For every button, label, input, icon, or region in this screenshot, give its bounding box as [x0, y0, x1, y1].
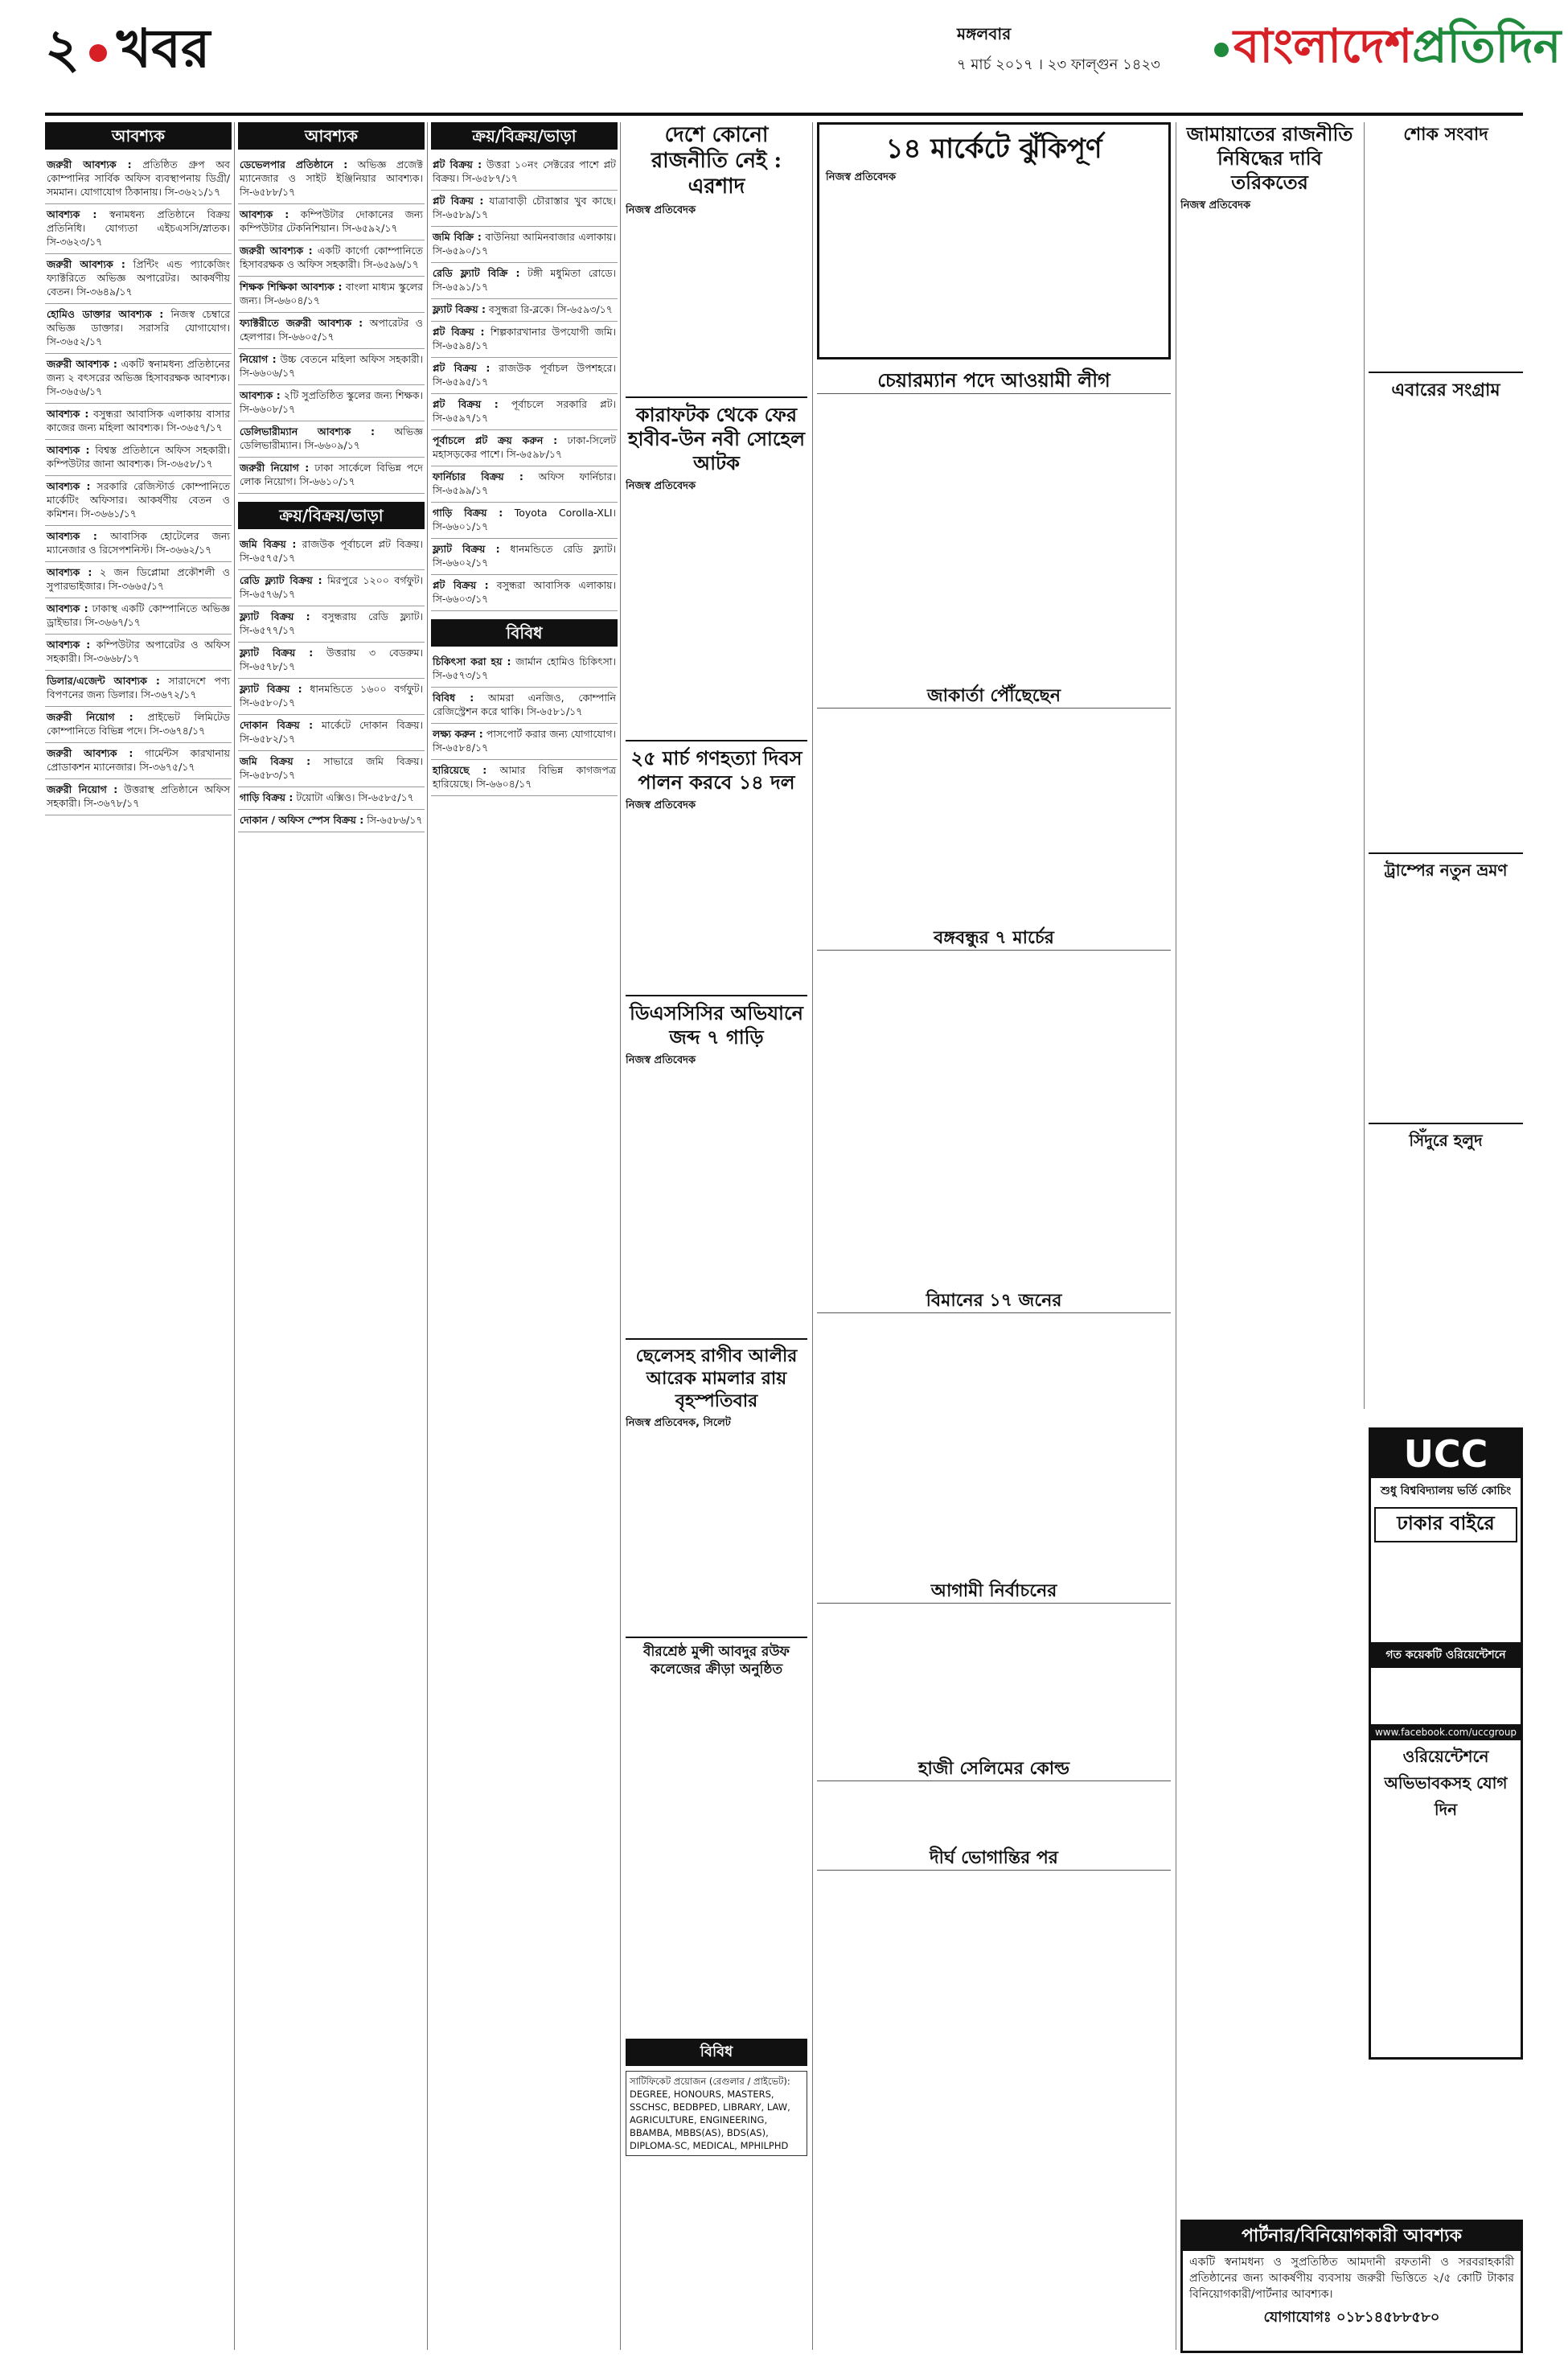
article-next-election: [817, 1579, 1171, 1756]
classified-ad: জরুরী আবশ্যক : প্রতিষ্ঠিত গ্রুপ অব কোম্পানির সার্বিক অফিস ব্যবস্থাপনায় ডিগ্রী/সমমান। যোগাযোগ ঠিকানায়। সি-৩৬২১/১৭: [45, 154, 232, 204]
classified-ad: জমি বিক্রয় : সাভারে জমি বিক্রয়। সি-৬৫৮৩/১৭: [238, 751, 425, 787]
classified-ad: লক্ষ্য করুন : পাসপোর্ট করার জন্য যোগাযোগ। সি-৬৫৮৪/১৭: [431, 724, 618, 760]
ucc-ad: [1369, 1427, 1523, 2060]
classified-ad: ডেলিভারীম্যান আবশ্যক : অভিজ্ঞ ডেলিভারীম্যান। সি-৬৬০৯/১৭: [238, 421, 425, 458]
classified-ad: জরুরী নিয়োগ : উত্তরাস্থ প্রতিষ্ঠানে অফিস সহকারী। সি-৩৬৭৮/১৭: [45, 779, 232, 815]
article-byline: নিজস্ব প্রতিবেদক: [626, 204, 696, 216]
article-body: [626, 818, 807, 995]
classified-ad: আবশ্যক : কম্পিউটার অপারেটর ও অফিস সহকারী। সি-৩৬৬৮/১৭: [45, 635, 232, 671]
article-title: ২৫ মার্চ গণহত্যা দিবস পালন করবে ১৪ দল: [630, 746, 802, 794]
column-divider: [812, 122, 813, 2350]
article-byline: নিজস্ব প্রতিবেদক: [626, 480, 696, 492]
article-ragib-ali: [626, 1338, 807, 1637]
article-title: চেয়ারম্যান পদে আওয়ামী লীগ: [817, 368, 1171, 394]
classified-column-2: [238, 122, 425, 2350]
article-byline: নিজস্ব প্রতিবেদক: [626, 799, 696, 811]
classified-ad: জরুরী আবশ্যক : প্রিন্টিং এন্ড প্যাকেজিং ফ্যাক্টরিতে অভিজ্ঞ অপারেটর। আকর্ষণীয় বেতন। সি-৩৬৪৯/১৭: [45, 254, 232, 304]
news-column-d: [1369, 122, 1523, 1409]
ucc-orientation-note: গত কয়েকটি ওরিয়েন্টেশনে: [1371, 1642, 1521, 1668]
classified-column-3: [431, 122, 618, 2350]
classified-ad: বিবিধ : আমরা এনজিও, কোম্পানি রেজিস্ট্রেশন করে থাকি। সি-৬৫৮১/১৭: [431, 688, 618, 724]
article-title: শোক সংবাদ: [1403, 124, 1488, 145]
article-body: [1369, 881, 1523, 1123]
partner-ad-body: একটি স্বনামধন্য ও সুপ্রতিষ্ঠিত আমদানী রফতানী ও সরবরাহকারী প্রতিষ্ঠানের জন্য আকর্ষণীয় ব্যবসায় জরুরী ভিত্তিতে ২/৫ কোটি টাকার বিনিয়োগকারী/পার্টনার আবশ্যক।: [1189, 2256, 1514, 2301]
section-name: খবর: [116, 17, 211, 80]
classified-ad: শিক্ষক শিক্ষিকা আবশ্যক : বাংলা মাধ্যম স্কুলের জন্য। সি-৬৬০৪/১৭: [238, 277, 425, 313]
ucc-district-list: [1371, 1546, 1521, 1642]
brand-logo: [1214, 18, 1561, 74]
article-body: [626, 1073, 807, 1338]
article-body: [626, 1678, 807, 1823]
classified-ad: ফার্নিচার বিক্রয় : অফিস ফার্নিচার। সি-৬৫৯৯/১৭: [431, 466, 618, 503]
column-divider: [1364, 122, 1365, 1409]
column-header: ক্রয়/বিক্রয়/ভাড়া: [431, 122, 618, 150]
brand-accent: প্রতিদিন: [1412, 18, 1562, 73]
article-title: দেশে কোনো রাজনীতি নেই : এরশাদ: [651, 123, 782, 199]
issue-date: ৭ মার্চ ২০১৭ । ২৩ ফাল্গুন ১৪২৩: [957, 56, 1160, 73]
article-long-suffering: [817, 1846, 1171, 1991]
classified-ad: আবশ্যক : আবাসিক হোটেলের জন্য ম্যানেজার ও রিসেপশনিস্ট। সি-৩৬৬২/১৭: [45, 526, 232, 562]
classified-ad: জরুরী আবশ্যক : একটি স্বনামধন্য প্রতিষ্ঠানের জন্য ২ বৎসরের অভিজ্ঞ হিসাবরক্ষক আবশ্যক। সি-৩৬৫৬/১৭: [45, 354, 232, 404]
article-trump-travel: [1369, 852, 1523, 1123]
article-bangabandhu: [817, 926, 1171, 1288]
column-header: বিবিধ: [431, 619, 618, 647]
article-byline: নিজস্ব প্রতিবেদক: [1180, 199, 1251, 212]
article-title: হাজী সেলিমের কোল্ড: [817, 1756, 1171, 1781]
article-title: ট্রাম্পের নতুন ভ্রমণ: [1384, 860, 1508, 880]
classified-ad: প্লট বিক্রয় : শিল্পকারখানার উপযোগী জমি। সি-৬৫৯৪/১৭: [431, 322, 618, 358]
issue-day: মঙ্গলবার: [957, 24, 1012, 43]
article-haji-selim: [817, 1756, 1171, 1846]
classified-ad: প্লট বিক্রয় : রাজউক পূর্বাচল উপশহরে। সি-৬৫৯৫/১৭: [431, 358, 618, 394]
classified-ad: প্লট বিক্রয় : উত্তরা ১০নং সেক্টরের পাশে প্লট বিক্রয়। সি-৬৫৮৭/১৭: [431, 154, 618, 191]
article-turmeric: [1369, 1123, 1523, 1329]
article-body: [817, 1313, 1171, 1579]
classified-ad: প্লট বিক্রয় : যাত্রাবাড়ী চৌরাস্তার খুব কাছে। সি-৬৫৮৯/১৭: [431, 191, 618, 227]
column-header: ক্রয়/বিক্রয়/ভাড়া: [238, 502, 425, 529]
article-body: [817, 1781, 1171, 1846]
classified-ad: আবশ্যক : সরকারি রেজিস্টার্ড কোম্পানিতে মার্কেটিং অফিসার। আকর্ষণীয় বেতন ও কমিশন। সি-৩৬৬১/১৭: [45, 476, 232, 526]
article-title: জামায়াতের রাজনীতি নিষিদ্ধের দাবি তরিকতের: [1186, 122, 1353, 194]
logo-dot-icon: [1214, 43, 1229, 57]
article-body: [817, 1871, 1171, 1991]
classified-ad: পূর্বাচলে প্লট ক্রয় করুন : ঢাকা-সিলেট মহাসড়কের পাশে। সি-৬৫৯৮/১৭: [431, 430, 618, 466]
classified-ad: জরুরী নিয়োগ : প্রাইভেট লিমিটেড কোম্পানিতে বিভিন্ন পদে। সি-৩৬৭৪/১৭: [45, 707, 232, 743]
classified-ad: গাড়ি বিক্রয় : টয়োটা এক্সিও। সি-৬৫৮৫/১৭: [238, 787, 425, 810]
classified-ad: ফ্ল্যাট বিক্রয় : ধানমন্ডিতে ১৬০০ বর্গফুট। সি-৬৫৮০/১৭: [238, 679, 425, 715]
article-title: ১৪ মার্কেটে ঝুঁকিপূর্ণ: [885, 133, 1102, 165]
classified-ad: জরুরী নিয়োগ : ঢাকা সার্কেলে বিভিন্ন পদে লোক নিয়োগ। সি-৬৬১০/১৭: [238, 458, 425, 494]
classified-ad: প্লট বিক্রয় : বসুন্ধরা আবাসিক এলাকায়। সি-৬৬০৩/১৭: [431, 575, 618, 611]
classified-ad: চিকিৎসা করা হয় : জার্মান হোমিও চিকিৎসা। সি-৬৫৭৩/১৭: [431, 651, 618, 688]
ucc-logo: UCC: [1371, 1430, 1521, 1478]
column-header: আবশ্যক: [45, 122, 232, 150]
classified-ad: জরুরী আবশ্যক : একটি কার্গো কোম্পানিতে হিসাবরক্ষক ও অফিস সহকারী। সি-৬৫৯৬/১৭: [238, 240, 425, 277]
article-chairman-al: [817, 368, 1171, 684]
article-title: জাকার্তা পৌঁছেছেন: [817, 684, 1171, 709]
classified-ad: ডিলার/এজেন্ট আবশ্যক : সারাদেশে পণ্য বিপণনের জন্য ডিলার। সি-৩৬৭২/১৭: [45, 671, 232, 707]
article-body: [1369, 1152, 1523, 1329]
classified-ad: আবশ্যক : ২ জন ডিপ্লোমা প্রকৌশলী ও সুপারভাইজার। সি-৩৬৬৫/১৭: [45, 562, 232, 598]
classified-ad: জমি বিক্রি : বাউনিয়া আমিনবাজার এলাকায়। সি-৬৫৯০/১৭: [431, 227, 618, 263]
article-byline: নিজস্ব প্রতিবেদক: [826, 171, 897, 183]
article-risky-markets: [817, 122, 1171, 359]
classified-ad: দোকান বিক্রয় : মার্কেটে দোকান বিক্রয়। সি-৬৫৮২/১৭: [238, 715, 425, 751]
classified-ad: আবশ্যক : ২টি সুপ্রতিষ্ঠিত স্কুলের জন্য শিক্ষক। সি-৬৬০৮/১৭: [238, 385, 425, 421]
classified-ad: গাড়ি বিক্রয় : Toyota Corolla-XLI। সি-৬৬০১/১৭: [431, 503, 618, 539]
column-divider: [234, 122, 235, 2350]
article-jakarta: [817, 684, 1171, 926]
classified-ad: আবশ্যক : বিশ্বস্ত প্রতিষ্ঠানে অফিস সহকারী। কম্পিউটার জানা আবশ্যক। সি-৩৬৫৮/১৭: [45, 440, 232, 476]
ucc-spacer: [1371, 1668, 1521, 1724]
article-ershad: [626, 122, 807, 392]
classified-ad: ফ্ল্যাট বিক্রয় : উত্তরায় ৩ বেডরুম। সি-৬৫৭৮/১৭: [238, 643, 425, 679]
news-column-c: [1180, 122, 1359, 2350]
article-title: কারাফটক থেকে ফের হাবীব-উন নবী সোহেল আটক: [627, 403, 806, 474]
classified-ad: রেডি ফ্ল্যাট বিক্রয় : মিরপুরে ১২০০ বর্গফুট। সি-৬৫৭৬/১৭: [238, 570, 425, 606]
bibidh-section: [626, 2039, 807, 2156]
page-number: [45, 16, 210, 80]
article-body: [817, 1604, 1171, 1756]
classified-column-1: [45, 122, 232, 2350]
article-struggle: [1369, 372, 1523, 852]
article-title: বীরশ্রেষ্ঠ মুন্সী আবদুর রউফ কলেজের ক্রীড়া অনুষ্ঠিত: [643, 1644, 790, 1678]
red-dot-icon: [89, 44, 107, 62]
article-genocide-day: [626, 740, 807, 995]
article-byline: নিজস্ব প্রতিবেদক, সিলেট: [626, 1417, 731, 1429]
article-body: [1369, 402, 1523, 852]
article-body: [1369, 146, 1523, 372]
article-dscc: [626, 995, 807, 1338]
classified-ad: জমি বিক্রয় : রাজউক পূর্বাচলে প্লট বিক্রয়। সি-৬৫৭৫/১৭: [238, 534, 425, 570]
column-divider: [427, 122, 428, 2350]
classified-ad: প্লট বিক্রয় : পূর্বাচলে সরকারি প্লট। সি-৬৫৯৭/১৭: [431, 394, 618, 430]
article-body: [626, 499, 807, 740]
ucc-tagline: শুধু বিশ্ববিদ্যালয় ভর্তি কোচিং: [1380, 1485, 1512, 1497]
column-header: আবশ্যক: [238, 122, 425, 150]
article-jamaat-ban: [1180, 122, 1359, 403]
certificate-ad: সাটিফিকেট প্রয়োজন (রেগুলার / প্রাইভেট): DEGREE, HONOURS, MASTERS, SSCHSC, BEDBPED, LIBRARY, LAW, AGRICULTURE, ENGINEERING, BBAMBA, MBBS(AS), BDS(AS), DIPLOMA-SC, MEDICAL, MPHILPHD: [626, 2071, 807, 2156]
article-college-sports: [626, 1637, 807, 1823]
article-body: [817, 951, 1171, 1288]
article-obituary: [1369, 122, 1523, 372]
article-title: এবারের সংগ্রাম: [1391, 380, 1500, 400]
partner-ad-phone: যোগাযোগঃ ০১৮১৪৫৮৮৫৮০: [1263, 2309, 1440, 2326]
article-byline: নিজস্ব প্রতিবেদক: [626, 1054, 696, 1066]
classified-ad: আবশ্যক : বসুন্ধরা আবাসিক এলাকায় বাসার কাজের জন্য মহিলা আবশ্যক। সি-৩৬৫৭/১৭: [45, 404, 232, 440]
article-body: [1180, 218, 1359, 403]
classified-ad: ফ্ল্যাট বিক্রয় : বসুন্ধরায় রেডি ফ্ল্যাট। সি-৬৫৭৭/১৭: [238, 606, 425, 643]
article-biman: [817, 1288, 1171, 1579]
classified-ad: ফ্ল্যাট বিক্রয় : বসুন্ধরা রি-ব্লকে। সি-৬৫৯৩/১৭: [431, 299, 618, 322]
article-sohel: [626, 396, 807, 740]
article-title: সিঁদুরে হলুদ: [1409, 1131, 1483, 1150]
classified-ad: দোকান / অফিস স্পেস বিক্রয় : সি-৬৫৮৬/১৭: [238, 810, 425, 832]
column-header: বিবিধ: [626, 2039, 807, 2066]
article-body: [826, 190, 1162, 351]
classified-ad: আবশ্যক : স্বনামধন্য প্রতিষ্ঠানে বিক্রয় প্রতিনিধি। যোগ্যতা এইচএসসি/স্নাতক। সি-৩৬২৩/১৭: [45, 204, 232, 254]
classified-ad: ফ্যাক্টরীতে জরুরী আবশ্যক : অপারেটর ও হেলপার। সি-৬৬০৫/১৭: [238, 313, 425, 349]
classified-ad: জরুরী আবশ্যক : গার্মেন্টস কারখানায় প্রোডাকশন ম্যানেজার। সি-৩৬৭৫/১৭: [45, 743, 232, 779]
article-body: [817, 709, 1171, 926]
news-column-b: [817, 122, 1171, 2350]
news-column-a: [626, 122, 807, 2350]
article-title: ডিএসসিসির অভিযানে জব্দ ৭ গাড়ি: [630, 1001, 803, 1049]
classified-ad: ফ্ল্যাট বিক্রয় : ধানমন্ডিতে রেডি ফ্ল্যাট। সি-৬৬০২/১৭: [431, 539, 618, 575]
brand-main: বাংলাদেশ: [1233, 18, 1413, 73]
article-title: দীর্ঘ ভোগান্তির পর: [817, 1846, 1171, 1871]
partner-ad-title: পার্টনার/বিনিয়োগকারী আবশ্যক: [1183, 2222, 1521, 2251]
masthead-rule: [45, 113, 1523, 116]
partner-ad: [1180, 2220, 1523, 2353]
classified-ad: আবশ্যক : কম্পিউটার দোকানের জন্য কম্পিউটার টেকনিশিয়ান। সি-৬৫৯২/১৭: [238, 204, 425, 240]
article-title: আগামী নির্বাচনের: [817, 1579, 1171, 1604]
masthead: [0, 0, 1568, 137]
article-title: ছেলেসহ রাগীব আলীর আরেক মামলার রায় বৃহস্পতিবার: [635, 1345, 798, 1411]
column-divider: [620, 122, 621, 2350]
article-body: [817, 394, 1171, 684]
classified-ad: ডেভেলপার প্রতিষ্ঠানে : অভিজ্ঞ প্রজেক্ট ম্যানেজার ও সাইট ইঞ্জিনিয়ার আবশ্যক। সি-৬৫৮৮/১৭: [238, 154, 425, 204]
ucc-heading: ঢাকার বাইরে: [1374, 1507, 1517, 1542]
classified-ad: নিয়োগ : উচ্চ বেতনে মহিলা অফিস সহকারী। সি-৬৬০৬/১৭: [238, 349, 425, 385]
classified-ad: হোমিও ডাক্তার আবশ্যক : নিজস্ব চেম্বারে অভিজ্ঞ ডাক্তার। সরাসরি যোগাযোগ। সি-৩৬৫২/১৭: [45, 304, 232, 354]
classified-ad: হারিয়েছে : আমার বিভিন্ন কাগজপত্র হারিয়েছে। সি-৬৬০৪/১৭: [431, 760, 618, 796]
article-body: [626, 223, 807, 392]
classified-ad: রেডি ফ্ল্যাট বিক্রি : টঙ্গী মধুমিতা রোডে। সি-৬৫৯১/১৭: [431, 263, 618, 299]
ucc-orientation-call: ওরিয়েন্টেশনে অভিভাবকসহ যোগ দিন: [1384, 1747, 1508, 1819]
page-number-value: ২: [45, 17, 80, 80]
article-title: বিমানের ১৭ জনের: [817, 1288, 1171, 1313]
ucc-facebook-link[interactable]: www.facebook.com/uccgroup: [1371, 1724, 1521, 1740]
article-title: বঙ্গবন্ধুর ৭ মার্চের: [817, 926, 1171, 951]
classified-ad: আবশ্যক : ঢাকাস্থ একটি কোম্পানিতে অভিজ্ঞ ড্রাইভার। সি-৩৬৬৭/১৭: [45, 598, 232, 635]
article-body: [626, 1435, 807, 1637]
